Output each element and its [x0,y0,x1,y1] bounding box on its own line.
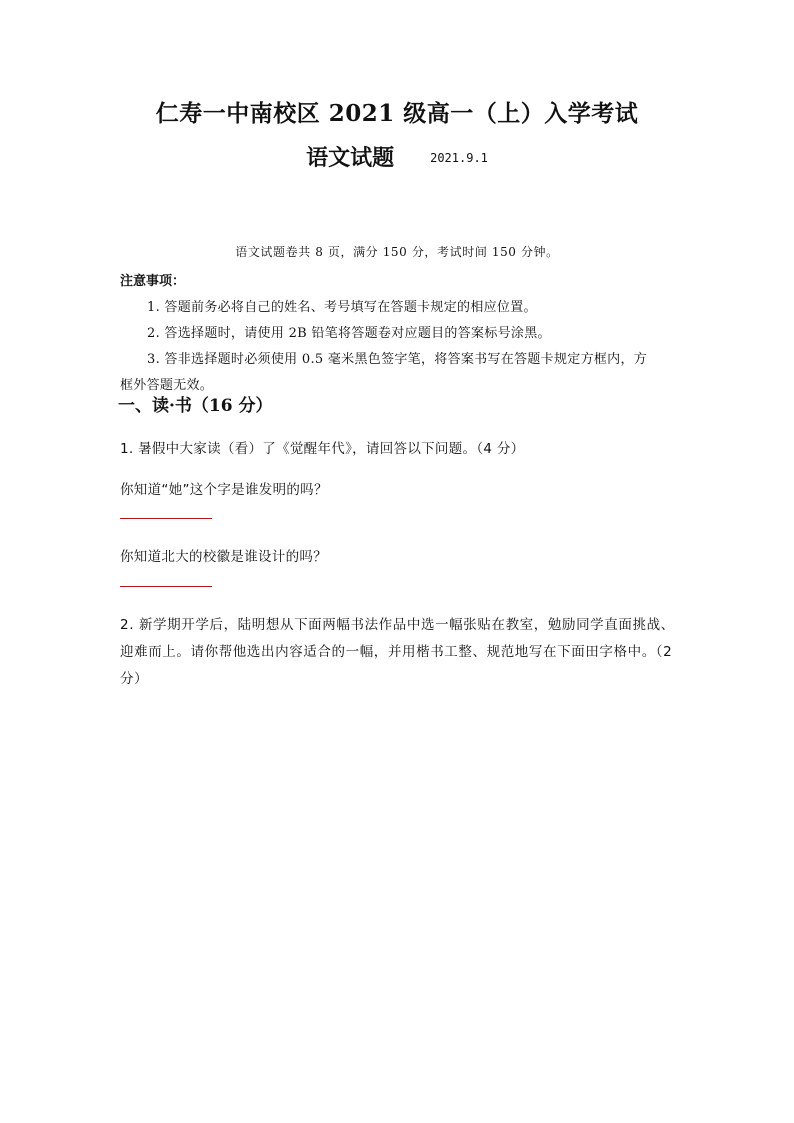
exam-title: 仁寿一中南校区 2021 级高一（上）入学考试 [155,100,639,127]
notice-item: 3. 答非选择题时必须使用 0.5 毫米黑色签字笔，将答案书写在答题卡规定方框内，方 [147,352,648,367]
exam-info: 语文试题卷共 8 页，满分 150 分，考试时间 150 分钟。 [235,245,559,259]
question-2-line: 分） [120,671,149,687]
section-heading: 一、读·书（16 分） [118,396,273,416]
notice-item: 1. 答题前务必将自己的姓名、考号填写在答题卡规定的相应位置。 [147,300,537,315]
subtitle-row [0,141,794,172]
question-2-line: 迎难而上。请你帮他选出内容适合的一幅，并用楷书工整、规范地写在下面田字格中。（2 [120,644,673,660]
notice-item: 2. 答选择题时，请使用 2B 铅笔将答题卷对应题目的答案标号涂黑。 [147,326,551,341]
notice-title: 注意事项： [120,274,186,289]
exam-date: 2021.9.1 [430,151,488,165]
question-1-sub-1: 你知道“她”这个字是谁发明的吗？ [120,482,328,498]
subject-title: 语文试题 [306,145,395,171]
question-2-line: 2. 新学期开学后，陆明想从下面两幅书法作品中选一幅张贴在教室，勉励同学直面挑战、 [120,617,675,633]
question-1-sub-2: 你知道北大的校徽是谁设计的吗？ [120,549,327,565]
answer-line-1[interactable] [120,518,212,519]
notice-item: 框外答题无效。 [120,378,214,393]
question-1-stem: 1. 暑假中大家读（看）了《觉醒年代》，请回答以下问题。（4 分） [120,441,525,457]
answer-line-2[interactable] [120,586,212,587]
